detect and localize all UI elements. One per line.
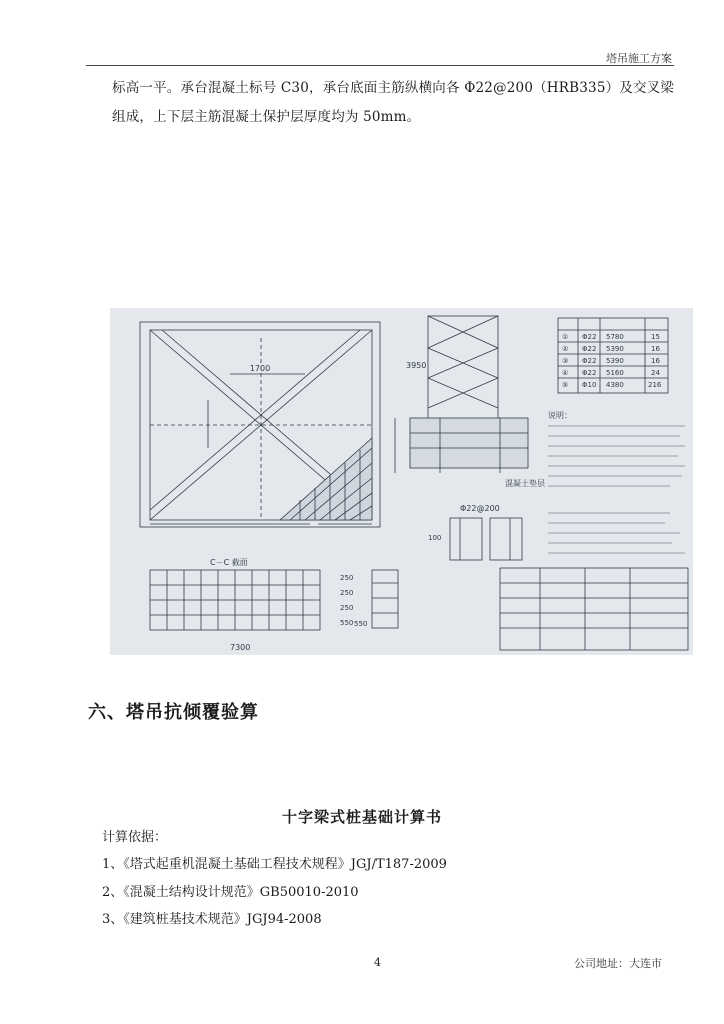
elevation-pad [410, 418, 528, 468]
reference-item: 1、《塔式起重机混凝土基础工程技术规程》JGJ/T187-2009 [102, 857, 447, 872]
pad-label: 混凝土垫层 [505, 479, 545, 488]
section-heading: 六、塔吊抗倾覆验算 [88, 702, 259, 723]
table-cell: Φ10 [582, 381, 597, 389]
dim-1700: 1700 [249, 364, 271, 373]
table-cell: 5390 [606, 357, 624, 365]
dim-3950: 3950 [406, 361, 427, 370]
table-cell: Φ22 [582, 345, 597, 353]
notes-title: 说明： [548, 411, 572, 420]
table-cell: 4380 [606, 381, 624, 389]
hatched-corner [280, 438, 372, 520]
stack-dim-3: 250 [340, 604, 354, 612]
foundation-drawing [110, 308, 693, 655]
stack-dim-2: 250 [340, 589, 354, 597]
table-cell: Φ22 [582, 333, 597, 341]
intro-line-1: 标高一平。承台混凝土标号 C30，承台底面主筋纵横向各 Φ22@200（HRB335）及交叉梁 [112, 80, 675, 96]
table-cell: 16 [651, 345, 660, 353]
page-number: 4 [374, 956, 381, 969]
reference-item: 2、《混凝土结构设计规范》GB50010-2010 [102, 885, 359, 900]
table-cell: Φ22 [582, 357, 597, 365]
calc-basis-label: 计算依据： [102, 830, 168, 845]
table-cell: 15 [651, 333, 660, 341]
table-cell: 5780 [606, 333, 624, 341]
table-cell: 24 [651, 369, 660, 377]
detail-spec: Φ22@200 [460, 504, 500, 513]
reference-item: 3、《建筑桩基技术规范》JGJ94-2008 [102, 912, 322, 927]
title-block [500, 568, 688, 650]
table-cell: 5160 [606, 369, 624, 377]
section-grid [150, 570, 320, 630]
header-rule [86, 65, 674, 66]
stack-dim-4: 550 [340, 619, 354, 627]
table-cell: ④ [562, 369, 569, 377]
table-cell: ② [562, 345, 569, 353]
footer-company: 公司地址：大连市 [574, 957, 662, 970]
table-cell: 216 [648, 381, 662, 389]
table-cell: Φ22 [582, 369, 597, 377]
dim-7300: 7300 [230, 643, 251, 652]
calc-title: 十字梁式桩基础计算书 [281, 808, 442, 826]
table-cell: ③ [562, 357, 569, 365]
page-header-title: 塔吊施工方案 [606, 52, 672, 65]
table-cell: 5390 [606, 345, 624, 353]
stack-dim-1: 250 [340, 574, 354, 582]
intro-line-2: 组成，上下层主筋混凝土保护层厚度均为 50mm。 [112, 109, 421, 125]
left-dim-1: 100 [428, 534, 442, 542]
table-cell: ① [562, 333, 569, 341]
section-label: C－C 截面 [210, 558, 248, 567]
table-cell: 16 [651, 357, 660, 365]
left-dim-2: 550 [354, 620, 368, 628]
table-cell: ⑤ [562, 381, 569, 389]
